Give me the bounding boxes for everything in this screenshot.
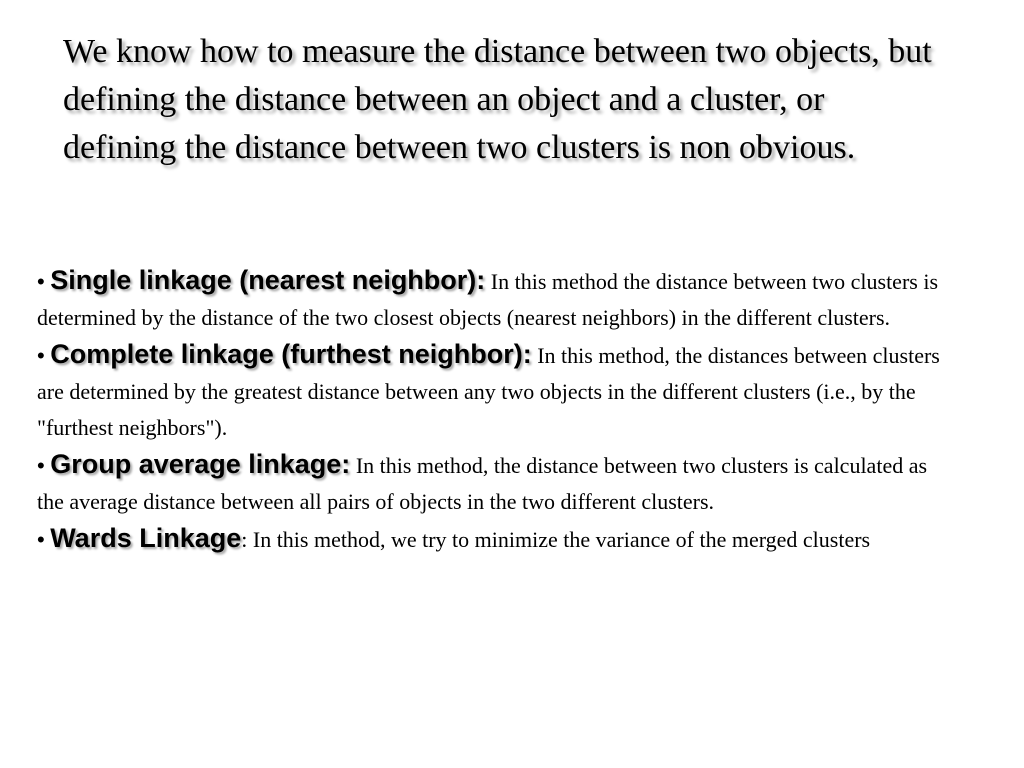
bullet: •: [37, 527, 45, 552]
method-description: In this method, the distances between clusters are determined by the greatest distance between any two objects in the different clusters (i.e., by the "furthest neighbors").: [37, 343, 940, 440]
method-term: Wards Linkage: [50, 523, 242, 553]
method-term: Single linkage (nearest neighbor):: [50, 265, 486, 295]
list-item-single-linkage: [37, 262, 957, 336]
bullet: •: [37, 343, 45, 368]
list-item-wards-linkage: [37, 520, 957, 558]
intro-paragraph: We know how to measure the distance between two objects, but defining the distance between an object and a cluster, or defining the distance between two clusters is non obvious.: [63, 33, 932, 166]
method-description: : In this method, we try to minimize the variance of the merged clusters: [241, 527, 871, 552]
method-term: Group average linkage:: [50, 449, 351, 479]
bullet: •: [37, 453, 45, 478]
method-description: In this method, the distance between two clusters is calculated as the average distance between all pairs of objects in the two different clusters.: [37, 453, 928, 514]
linkage-methods-list: [37, 262, 957, 558]
list-item-complete-linkage: [37, 336, 957, 446]
bullet: •: [37, 269, 45, 294]
method-term: Complete linkage (furthest neighbor):: [50, 339, 532, 369]
method-description: In this method the distance between two clusters is determined by the distance of the two closest objects (nearest neighbors) in the different clusters.: [37, 269, 939, 330]
list-item-group-average-linkage: [37, 446, 957, 520]
